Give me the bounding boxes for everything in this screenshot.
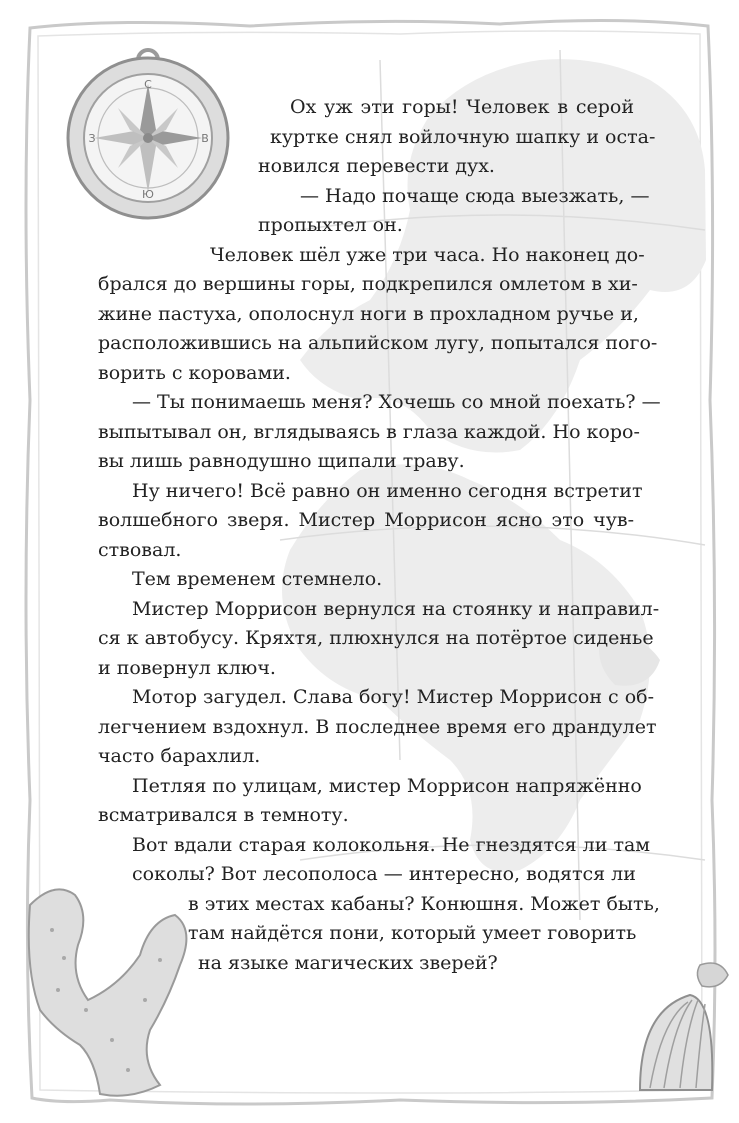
text-line: Вот вдали старая колокольня. Не гнездятся ли там bbox=[132, 834, 651, 856]
text-line: расположившись на альпийском лугу, попытался пого- bbox=[98, 332, 658, 354]
text-line: в этих местах кабаны? Конюшня. Может быть, bbox=[188, 893, 660, 915]
compass-west: З bbox=[88, 132, 96, 145]
text-line: Человек шёл уже три часа. Но наконец до- bbox=[210, 244, 645, 266]
text-line: Петляя по улицам, мистер Моррисон напряжённо bbox=[132, 775, 642, 797]
text-line: часто барахлил. bbox=[98, 745, 261, 767]
text-line: Ох уж эти горы! Человек в серой bbox=[290, 96, 634, 118]
text-line: всматривался в темноту. bbox=[98, 804, 349, 826]
text-line: выпытывал он, вглядываясь в глаза каждой. Но коро- bbox=[98, 421, 640, 443]
text-line: Мотор загудел. Слава богу! Мистер Моррисон с об- bbox=[132, 686, 655, 708]
text-line: ствовал. bbox=[98, 539, 182, 561]
text-line: жине пастуха, ополоснул ноги в прохладном ручье и, bbox=[98, 303, 639, 325]
text-line: Мистер Моррисон вернулся на стоянку и направил- bbox=[132, 598, 660, 620]
compass-east: В bbox=[201, 132, 209, 145]
text-line: вы лишь равнодушно щипали траву. bbox=[98, 450, 465, 472]
text-line: новился перевести дух. bbox=[258, 155, 495, 177]
text-line: легчением вздохнул. В последнее время его драндулет bbox=[98, 716, 657, 738]
compass-south: Ю bbox=[142, 188, 154, 201]
text-line: Ну ничего! Всё равно он именно сегодня встретит bbox=[132, 480, 643, 502]
text-line: брался до вершины горы, подкрепился омлетом в хи- bbox=[98, 273, 638, 295]
text-line: Тем временем стемнело. bbox=[132, 568, 383, 590]
text-line: куртке снял войлочную шапку и оста- bbox=[270, 126, 656, 148]
text-line: и повернул ключ. bbox=[98, 657, 276, 679]
text-line: там найдётся пони, который умеет говорить bbox=[188, 922, 637, 944]
text-line: ворить с коровами. bbox=[98, 362, 291, 384]
text-line: пропыхтел он. bbox=[258, 214, 403, 236]
text-line: на языке магических зверей? bbox=[198, 952, 498, 974]
text-line: ся к автобусу. Кряхтя, плюхнулся на потёртое сиденье bbox=[98, 627, 654, 649]
text-line: — Надо почаще сюда выезжать, — bbox=[300, 185, 650, 207]
text-line: — Ты понимаешь меня? Хочешь со мной поехать? — bbox=[132, 391, 661, 413]
text-line: волшебного зверя. Мистер Моррисон ясно это чув- bbox=[98, 509, 634, 531]
text-line: соколы? Вот лесополоса — интересно, водятся ли bbox=[132, 863, 636, 885]
compass-north: С bbox=[144, 78, 152, 91]
